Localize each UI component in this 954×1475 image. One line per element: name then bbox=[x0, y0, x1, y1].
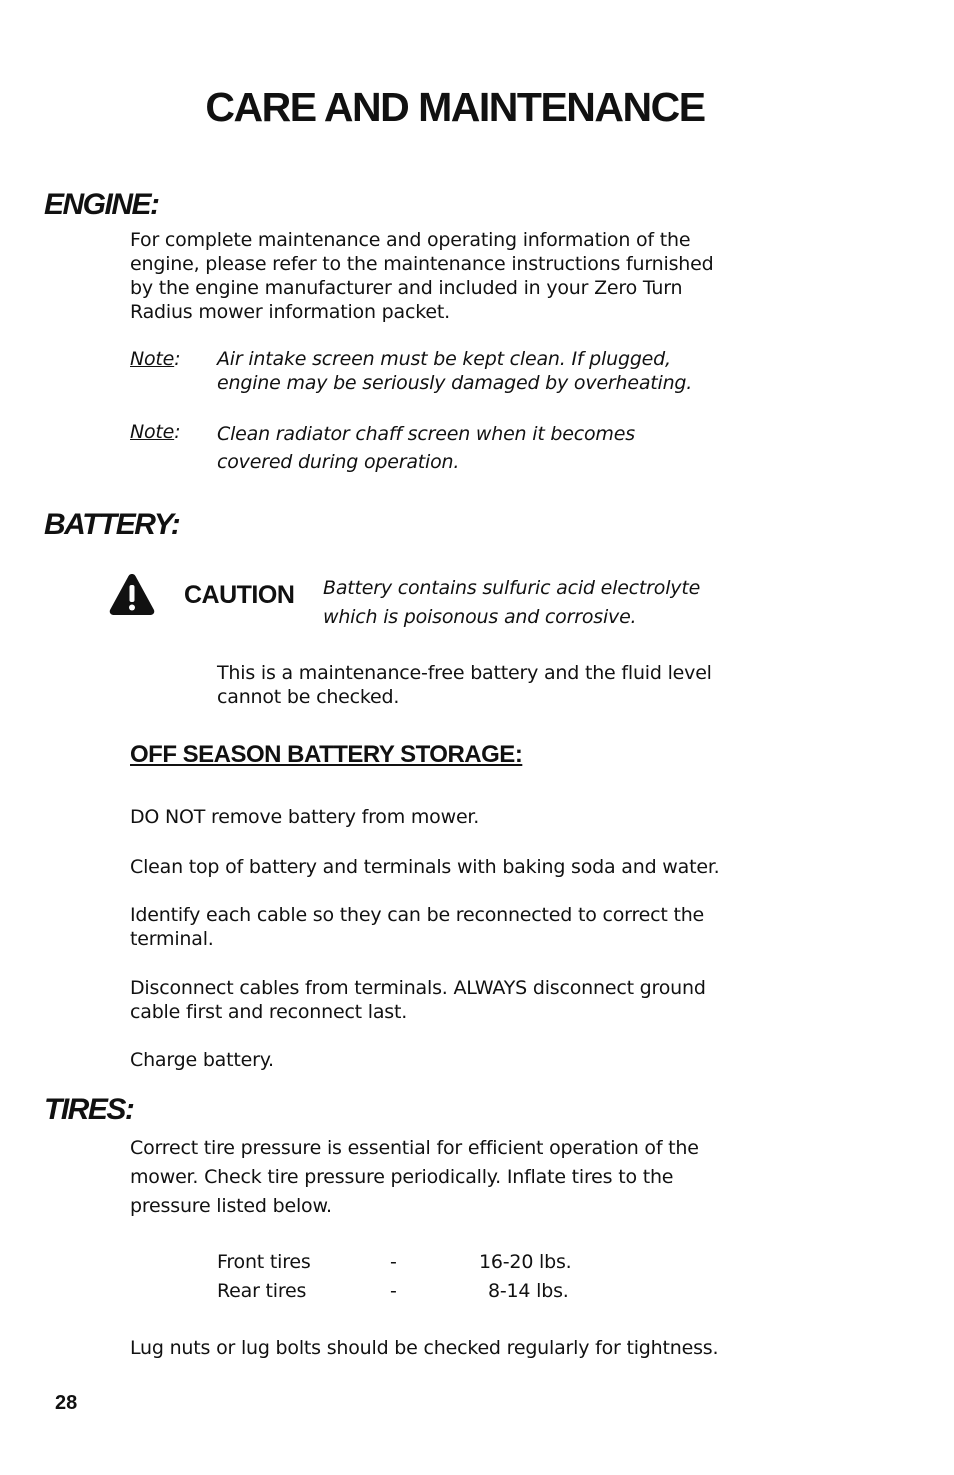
caution-line-2: which is poisonous and corrosive. bbox=[323, 606, 637, 628]
storage-item-4-line-1: Disconnect cables from terminals. ALWAYS disconnect ground bbox=[130, 977, 706, 999]
storage-item-3-line-1: Identify each cable so they can be reconnected to correct the bbox=[130, 904, 705, 926]
maint-line-1: This is a maintenance-free battery and the fluid level bbox=[217, 662, 712, 684]
page-number: 28 bbox=[55, 1392, 78, 1414]
engine-line-2: engine, please refer to the maintenance instructions furnished bbox=[130, 253, 714, 275]
storage-item-3 bbox=[130, 903, 704, 951]
note-2-line-2: covered during operation. bbox=[217, 451, 460, 473]
lug-note: Lug nuts or lug bolts should be checked regularly for tightness. bbox=[130, 1337, 719, 1359]
page-title: CARE AND MAINTENANCE bbox=[205, 84, 705, 130]
storage-item-2: Clean top of battery and terminals with baking soda and water. bbox=[130, 856, 720, 878]
note-1-line-2: engine may be seriously damaged by overheating. bbox=[217, 372, 693, 394]
note-2-line-1: Clean radiator chaff screen when it becomes bbox=[217, 423, 635, 445]
engine-heading: ENGINE: bbox=[44, 188, 159, 221]
engine-line-4: Radius mower information packet. bbox=[130, 301, 450, 323]
tire-dash-front: - bbox=[390, 1251, 397, 1273]
note-1-line-1: Air intake screen must be kept clean. If plugged, bbox=[217, 348, 671, 370]
storage-item-4-line-2: cable first and reconnect last. bbox=[130, 1001, 408, 1023]
engine-paragraph bbox=[130, 228, 713, 324]
tires-line-3: pressure listed below. bbox=[130, 1195, 332, 1217]
note-1-label: Note: bbox=[130, 348, 181, 370]
maint-line-2: cannot be checked. bbox=[217, 686, 400, 708]
storage-item-1: DO NOT remove battery from mower. bbox=[130, 806, 480, 828]
storage-heading: OFF SEASON BATTERY STORAGE: bbox=[130, 741, 523, 768]
caution-line-1: Battery contains sulfuric acid electrolyte bbox=[323, 577, 701, 599]
tires-heading: TIRES: bbox=[44, 1093, 134, 1126]
tire-name-rear: Rear tires bbox=[217, 1280, 307, 1302]
tire-dash-rear: - bbox=[390, 1280, 397, 1302]
maintenance-free-text bbox=[217, 661, 712, 709]
battery-heading: BATTERY: bbox=[44, 508, 180, 541]
tire-value-front: 16-20 lbs. bbox=[479, 1251, 572, 1273]
note-2-label: Note: bbox=[130, 421, 181, 443]
tires-line-1: Correct tire pressure is essential for efficient operation of the bbox=[130, 1137, 699, 1159]
note-2-text bbox=[217, 420, 635, 476]
tire-value-rear: 8-14 lbs. bbox=[488, 1280, 569, 1302]
caution-label: CAUTION bbox=[184, 581, 295, 609]
storage-item-3-line-2: terminal. bbox=[130, 928, 214, 950]
tire-name-front: Front tires bbox=[217, 1251, 311, 1273]
storage-item-4 bbox=[130, 976, 706, 1024]
engine-line-3: by the engine manufacturer and included in your Zero Turn bbox=[130, 277, 683, 299]
engine-line-1: For complete maintenance and operating information of the bbox=[130, 229, 691, 251]
note-1-text bbox=[217, 347, 692, 395]
tires-line-2: mower. Check tire pressure periodically. Inflate tires to the bbox=[130, 1166, 674, 1188]
tires-paragraph bbox=[130, 1134, 699, 1221]
storage-item-5: Charge battery. bbox=[130, 1049, 274, 1071]
caution-text bbox=[323, 574, 700, 632]
warning-triangle-icon bbox=[108, 572, 156, 616]
